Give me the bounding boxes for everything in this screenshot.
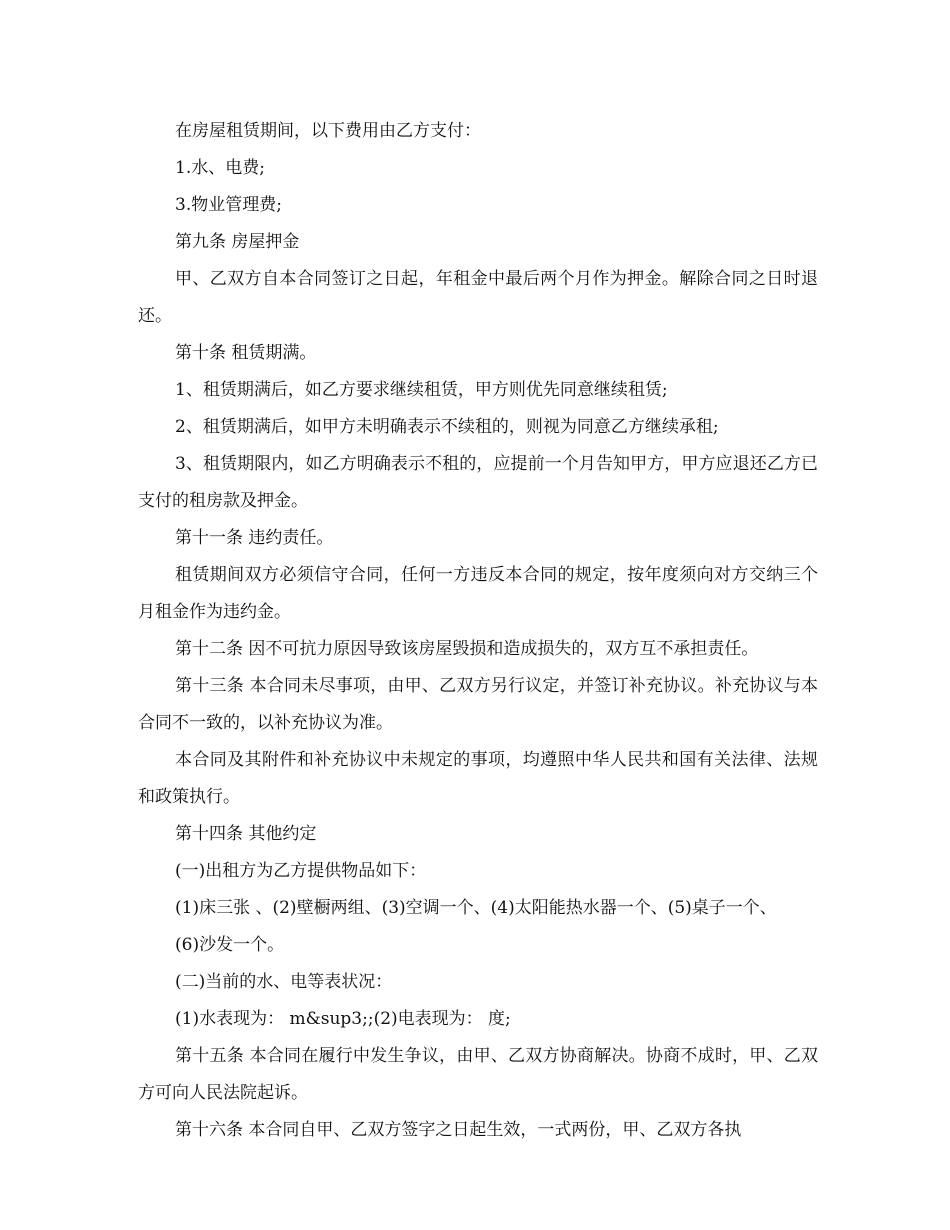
- paragraph-items-list: (1)床三张 、(2)壁橱两组、(3)空调一个、(4)太阳能热水器一个、(5)桌子一个、: [175, 898, 777, 918]
- paragraph-lease-expiry-1: 1、租赁期满后，如乙方要求继续租赁，甲方则优先同意继续租赁;: [175, 380, 668, 400]
- paragraph-fees-intro: 在房屋租赁期间，以下费用由乙方支付：: [175, 121, 481, 141]
- article-15: 第十五条 本合同在履行中发生争议，由甲、乙双方协商解决。协商不成时，甲、乙双方可向人民法院起诉。: [138, 1046, 818, 1103]
- article-10-heading: 第十条 租赁期满。: [175, 343, 317, 363]
- article-14-heading: 第十四条 其他约定: [175, 824, 317, 844]
- document-body: [138, 113, 818, 1149]
- paragraph-property-fee: 3.物业管理费;: [175, 195, 282, 215]
- paragraph-lease-expiry-3: 3、租赁期限内，如乙方明确表示不租的，应提前一个月告知甲方，甲方应退还乙方已支付的租房款及押金。: [138, 454, 818, 511]
- paragraph-deposit: 甲、乙双方自本合同签订之日起，年租金中最后两个月作为押金。解除合同之日时退还。: [138, 269, 818, 326]
- article-9-heading: 第九条 房屋押金: [175, 232, 300, 252]
- paragraph-water-electricity: 1.水、电费;: [175, 158, 265, 178]
- paragraph-breach: 租赁期间双方必须信守合同，任何一方违反本合同的规定，按年度须向对方交纳三个月租金作为违约金。: [138, 565, 818, 622]
- article-16: 第十六条 本合同自甲、乙双方签字之日起生效，一式两份，甲、乙双方各执: [175, 1120, 742, 1140]
- paragraph-lease-expiry-2: 2、租赁期满后，如甲方未明确表示不续租的，则视为同意乙方继续承租;: [175, 417, 719, 437]
- paragraph-items-sofa: (6)沙发一个。: [175, 935, 285, 955]
- paragraph-meters: (1)水表现为： m&sup3;;(2)电表现为： 度;: [175, 1009, 511, 1029]
- paragraph-meters-intro: (二)当前的水、电等表状况：: [175, 972, 393, 992]
- paragraph-law: 本合同及其附件和补充协议中未规定的事项，均遵照中华人民共和国有关法律、法规和政策执行。: [138, 750, 818, 807]
- paragraph-items-intro: (一)出租方为乙方提供物品如下：: [175, 861, 427, 881]
- article-13: 第十三条 本合同未尽事项，由甲、乙双方另行议定，并签订补充协议。补充协议与本合同不一致的，以补充协议为准。: [138, 676, 818, 733]
- article-11-heading: 第十一条 违约责任。: [175, 528, 334, 548]
- article-12: 第十二条 因不可抗力原因导致该房屋毁损和造成损失的，双方互不承担责任。: [175, 639, 759, 659]
